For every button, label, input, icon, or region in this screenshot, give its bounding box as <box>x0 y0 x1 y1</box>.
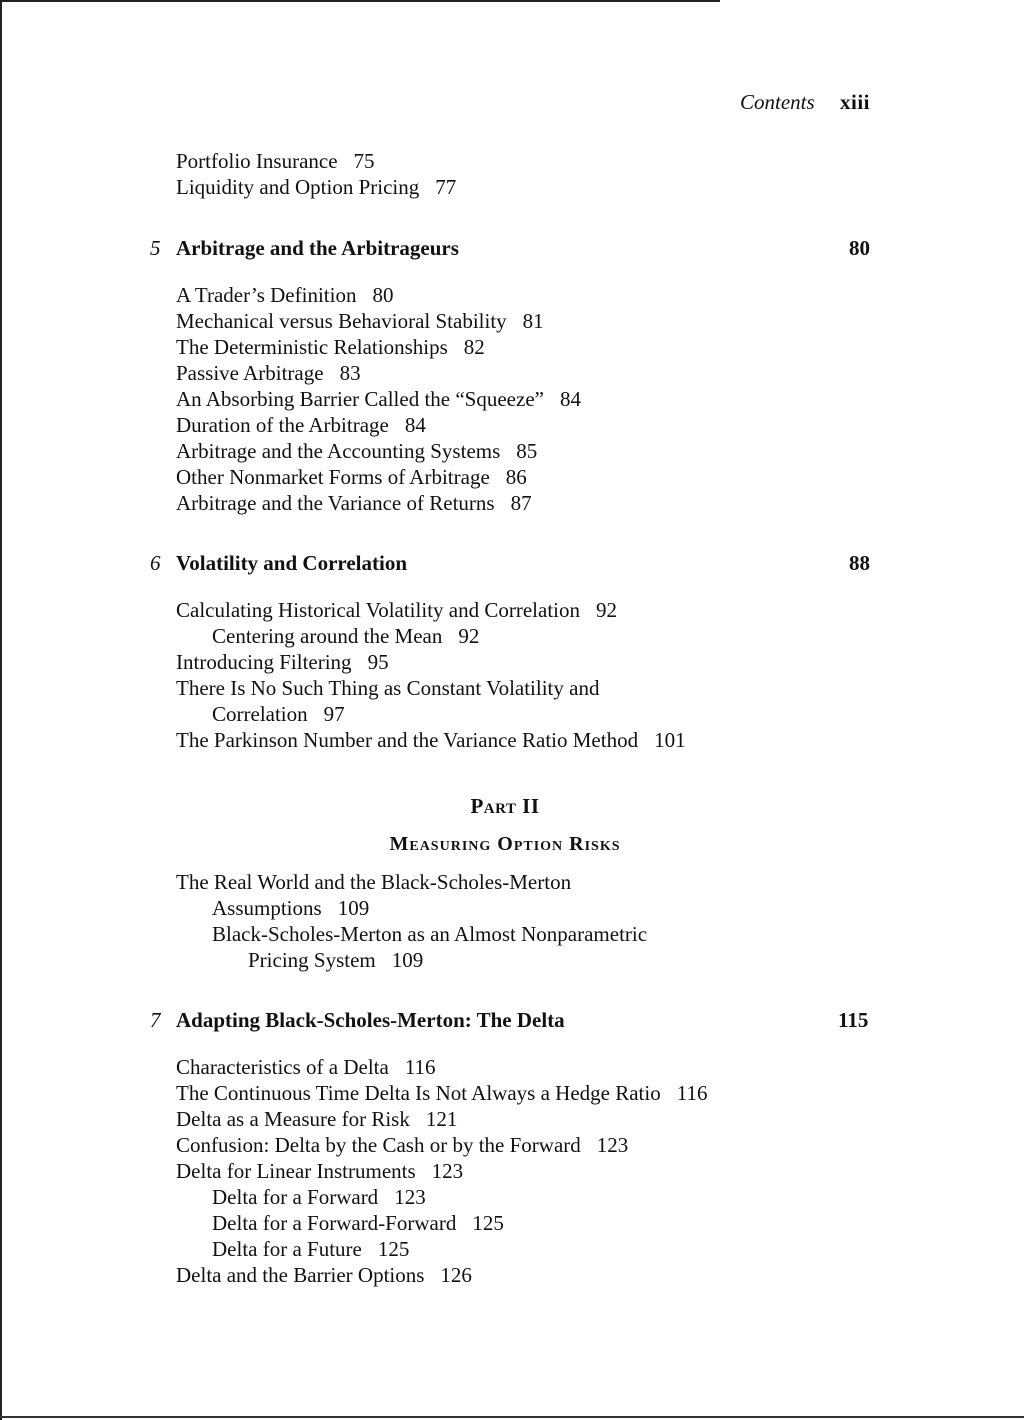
toc-entry: Delta and the Barrier Options 126 <box>176 1263 472 1287</box>
chapter-page-number: 115 <box>838 1008 869 1032</box>
toc-entry: Delta as a Measure for Risk 121 <box>176 1107 458 1131</box>
scan-edge-bottom <box>0 1416 1024 1418</box>
toc-entry: An Absorbing Barrier Called the “Squeeze” 84 <box>176 387 581 411</box>
toc-entry-continuation: Assumptions 109 <box>212 896 370 920</box>
toc-entry: Arbitrage and the Variance of Returns 87 <box>176 491 532 515</box>
part-subtitle: Measuring Option Risks <box>389 833 621 855</box>
toc-entry: Characteristics of a Delta 116 <box>176 1055 436 1079</box>
chapter-number: 5 <box>150 236 161 260</box>
chapter-page-number: 88 <box>849 551 870 575</box>
toc-subentry: Delta for a Forward 123 <box>212 1185 426 1209</box>
toc-entry: The Continuous Time Delta Is Not Always a Hedge Ratio 116 <box>176 1081 708 1105</box>
toc-entry: Duration of the Arbitrage 84 <box>176 413 426 437</box>
toc-entry: Introducing Filtering 95 <box>176 650 389 674</box>
chapter-title: Volatility and Correlation <box>176 551 408 575</box>
toc-entry: Arbitrage and the Accounting Systems 85 <box>176 439 538 463</box>
toc-entry: Confusion: Delta by the Cash or by the Forward 123 <box>176 1133 629 1157</box>
part-heading: Part II <box>470 794 540 818</box>
toc-entry: Liquidity and Option Pricing 77 <box>176 175 457 199</box>
toc-entry: Passive Arbitrage 83 <box>176 361 361 385</box>
toc-entry: The Parkinson Number and the Variance Ratio Method 101 <box>176 728 686 752</box>
toc-entry: Delta for Linear Instruments 123 <box>176 1159 464 1183</box>
toc-entry: Calculating Historical Volatility and Correlation 92 <box>176 598 617 622</box>
toc-subentry: Centering around the Mean 92 <box>212 624 480 648</box>
toc-entry: The Real World and the Black-Scholes-Merton <box>176 870 572 894</box>
chapter-number: 6 <box>150 551 161 575</box>
chapter-title: Arbitrage and the Arbitrageurs <box>176 236 459 260</box>
scan-edge-top <box>0 0 720 2</box>
running-header-page-number: xiii <box>840 90 871 114</box>
toc-subentry: Black-Scholes-Merton as an Almost Nonparametric <box>212 922 648 946</box>
chapter-page-number: 80 <box>849 236 870 260</box>
running-header-title: Contents <box>740 90 815 114</box>
toc-entry: The Deterministic Relationships 82 <box>176 335 485 359</box>
toc-subentry-continuation: Pricing System 109 <box>248 948 424 972</box>
toc-entry: Portfolio Insurance 75 <box>176 149 375 173</box>
chapter-title: Adapting Black-Scholes-Merton: The Delta <box>176 1008 565 1032</box>
toc-entry: A Trader’s Definition 80 <box>176 283 394 307</box>
chapter-number: 7 <box>150 1008 161 1032</box>
toc-entry: Mechanical versus Behavioral Stability 81 <box>176 309 544 333</box>
toc-subentry: Delta for a Forward-Forward 125 <box>212 1211 504 1235</box>
scan-edge-left <box>0 0 2 1420</box>
toc-entry: There Is No Such Thing as Constant Volatility and <box>176 676 600 700</box>
toc-subentry: Delta for a Future 125 <box>212 1237 410 1261</box>
toc-entry: Other Nonmarket Forms of Arbitrage 86 <box>176 465 527 489</box>
toc-entry-continuation: Correlation 97 <box>212 702 345 726</box>
